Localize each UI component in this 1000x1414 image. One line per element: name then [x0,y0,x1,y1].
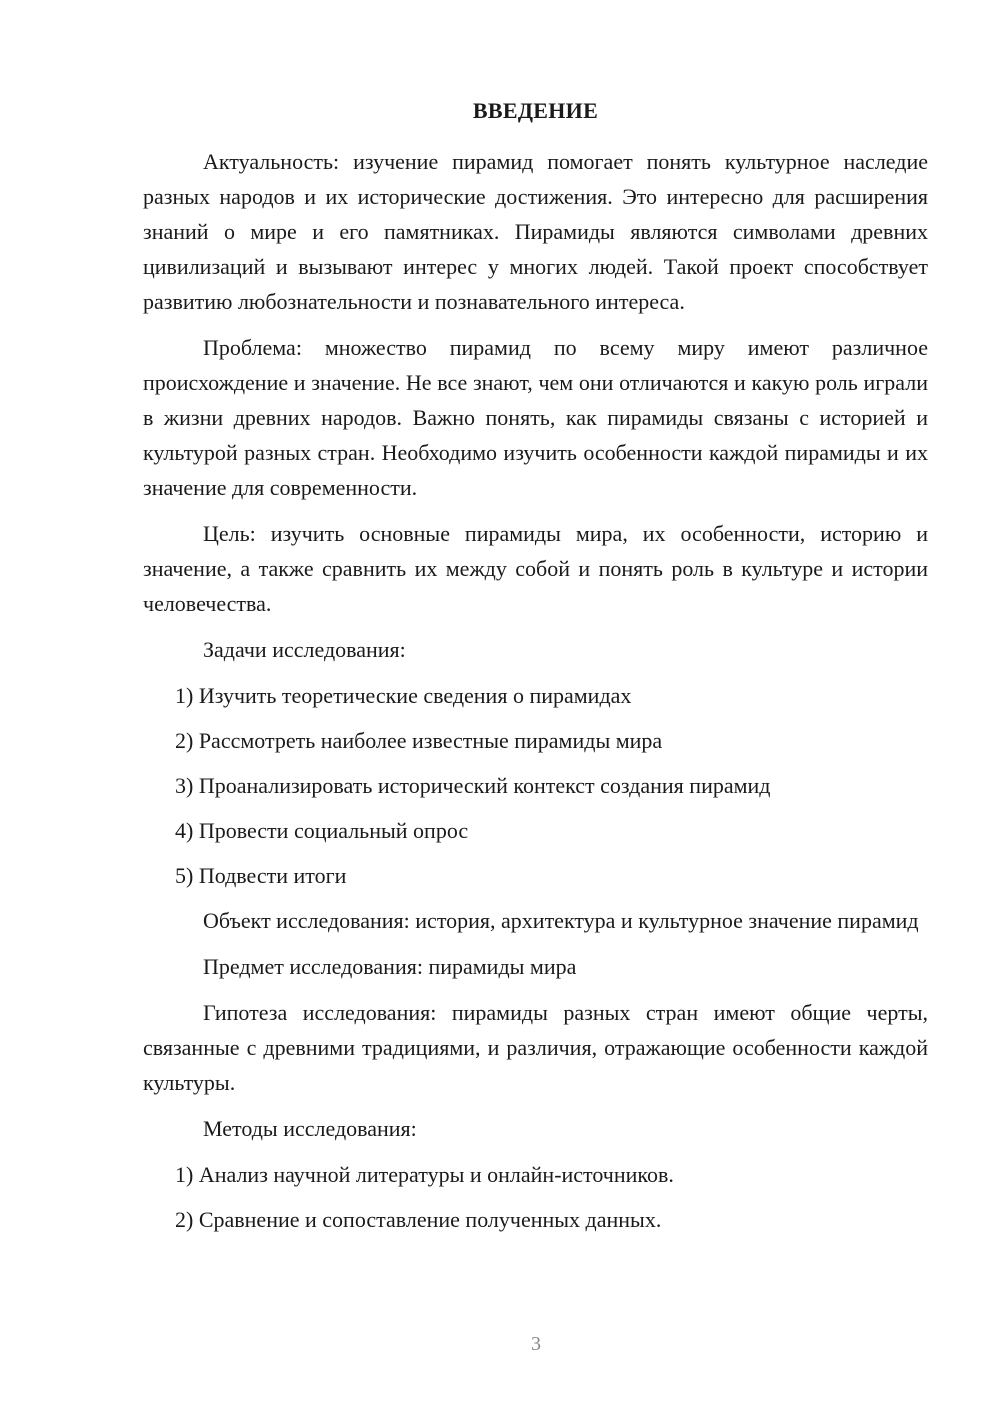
list-item: 5) Подвести итоги [175,863,347,888]
methods-list [143,1157,928,1237]
paragraph-goal: Цель: изучить основные пирамиды мира, их особенности, историю и значение, а также сравнить их между собой и понять роль в культуре и истории человечества. [143,521,928,616]
list-item: 2) Рассмотреть наиболее известные пирамиды мира [175,728,663,753]
paragraph-problem: Проблема: множество пирамид по всему миру имеют различное происхождение и значение. Не все знают, чем они отличаются и какую роль играли в жизни древних народов. Важно понять, как пирамиды связаны с историей и культурой разных стран. Необходимо изучить особенности каждой пирамиды и их значение для современности. [143,335,928,500]
paragraph-object: Объект исследования: история, архитектура и культурное значение пирамид [203,908,919,933]
tasks-title: Задачи исследования: [203,637,406,662]
document-page [143,96,928,1247]
page-title: ВВЕДЕНИЕ [472,98,599,123]
list-item: 2) Сравнение и сопоставление полученных данных. [175,1207,662,1232]
paragraph-subject: Предмет исследования: пирамиды мира [203,954,577,979]
paragraph-relevance: Актуальность: изучение пирамид помогает понять культурное наследие разных народов и их исторические достижения. Это интересно для расширения знаний о мире и его памятниках. Пирамиды являются символами древних цивилизаций и вызывают интерес у многих людей. Такой проект способствует развитию любознательности и познавательного интереса. [143,149,928,314]
page-number: 3 [531,1333,541,1355]
tasks-list [143,678,928,893]
list-item: 4) Провести социальный опрос [175,818,469,843]
list-item: 3) Проанализировать исторический контекст создания пирамид [175,773,771,798]
paragraph-hypothesis: Гипотеза исследования: пирамиды разных стран имеют общие черты, связанные с древними традициями, и различия, отражающие особенности каждой культуры. [143,1000,928,1095]
list-item: 1) Изучить теоретические сведения о пирамидах [175,683,632,708]
methods-title: Методы исследования: [203,1116,417,1141]
list-item: 1) Анализ научной литературы и онлайн-источников. [175,1162,674,1187]
